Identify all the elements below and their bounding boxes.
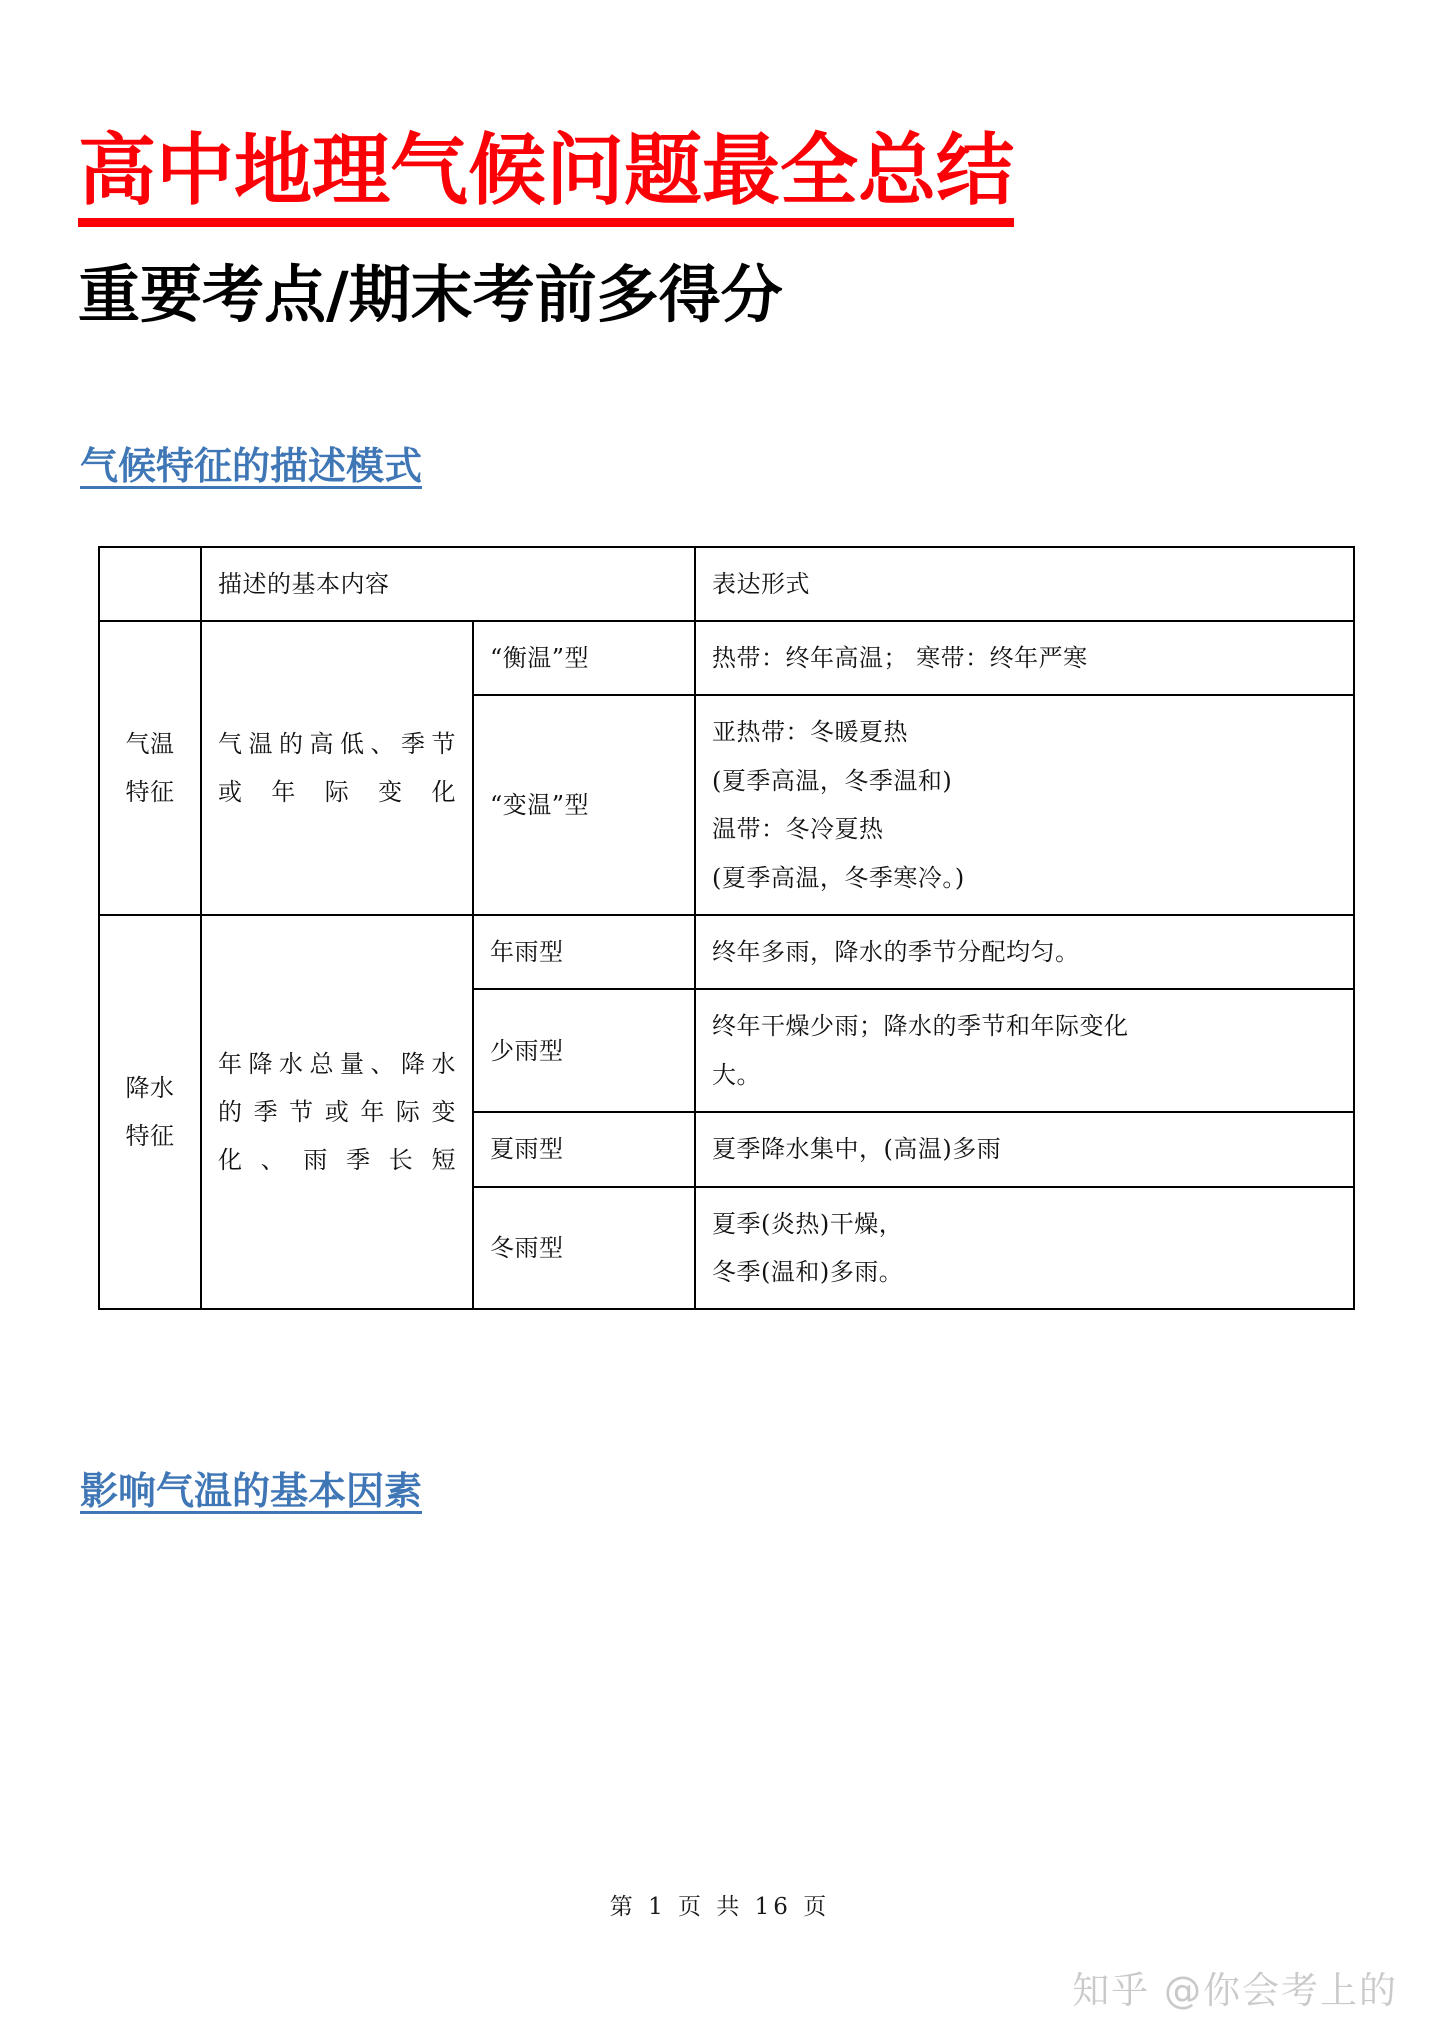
form-line: 终年多雨，降水的季节分配均匀。 xyxy=(712,938,1080,966)
form-line: 温带：冬冷夏热 xyxy=(712,815,884,844)
table-corner-cell xyxy=(99,547,201,621)
category-line: 特征 xyxy=(125,1122,175,1151)
category-line: 气温 xyxy=(125,729,175,758)
climate-description-table xyxy=(98,546,1355,1311)
section-heading-1-wrapper xyxy=(80,435,1440,490)
description-line: 气温的高低、季节 xyxy=(218,729,456,758)
form-line: 冬季(温和)多雨。 xyxy=(712,1257,904,1286)
form-cell-winter-rain xyxy=(695,1187,1354,1310)
form-cell-variable-temperature xyxy=(695,695,1354,915)
category-line: 特征 xyxy=(125,778,175,807)
table-row xyxy=(99,621,1354,695)
form-cell-year-rain xyxy=(695,915,1354,989)
form-line: 亚热带：冬暖夏热 xyxy=(712,718,908,747)
type-cell-constant-temperature: “衡温”型 xyxy=(473,621,695,695)
description-line: 或年际变化 xyxy=(218,778,456,807)
form-line: 大。 xyxy=(712,1060,761,1089)
category-cell-temperature xyxy=(99,621,201,915)
description-line: 年降水总量、降水 xyxy=(218,1049,456,1078)
section-heading-climate-description: 气候特征的描述模式 xyxy=(80,443,423,488)
form-cell-summer-rain xyxy=(695,1112,1354,1186)
form-cell-constant-temperature xyxy=(695,621,1354,695)
type-cell-variable-temperature: “变温”型 xyxy=(473,695,695,915)
description-line: 化、雨季长短 xyxy=(218,1146,456,1175)
table-header-row xyxy=(99,547,1354,621)
form-line: 夏季降水集中，(高温)多雨 xyxy=(712,1135,1002,1164)
table-row xyxy=(99,915,1354,989)
category-cell-precipitation xyxy=(99,915,201,1309)
title-block xyxy=(0,0,1440,331)
page-subtitle: 重要考点/期末考前多得分 xyxy=(78,258,783,332)
watermark: 知乎 @你会考上的 xyxy=(1072,1969,1398,2012)
form-cell-little-rain xyxy=(695,989,1354,1112)
page-number: 第 1 页 共 16 页 xyxy=(609,1894,831,1920)
table-header-basic-content: 描述的基本内容 xyxy=(201,547,695,621)
section-heading-2-wrapper xyxy=(80,1460,1440,1515)
form-line: (夏季高温，冬季寒冷。) xyxy=(712,863,965,892)
form-line: 热带：终年高温； 寒带：终年严寒 xyxy=(712,644,1088,673)
climate-description-table-wrapper xyxy=(98,546,1353,1311)
form-line: (夏季高温，冬季温和) xyxy=(712,766,953,795)
type-cell-summer-rain: 夏雨型 xyxy=(473,1112,695,1186)
category-line: 降水 xyxy=(125,1073,175,1102)
form-line: 终年干燥少雨；降水的季节和年际变化 xyxy=(712,1012,1129,1041)
type-cell-year-rain: 年雨型 xyxy=(473,915,695,989)
description-cell-precipitation xyxy=(201,915,473,1309)
type-cell-little-rain: 少雨型 xyxy=(473,989,695,1112)
page-title: 高中地理气候问题最全总结 xyxy=(78,128,1014,227)
description-line: 的季节或年际变 xyxy=(218,1097,456,1126)
section-heading-temperature-factors: 影响气温的基本因素 xyxy=(80,1469,423,1514)
table-header-expression-form: 表达形式 xyxy=(695,547,1354,621)
description-cell-temperature xyxy=(201,621,473,915)
type-cell-winter-rain: 冬雨型 xyxy=(473,1187,695,1310)
form-line: 夏季(炎热)干燥， xyxy=(712,1209,904,1238)
